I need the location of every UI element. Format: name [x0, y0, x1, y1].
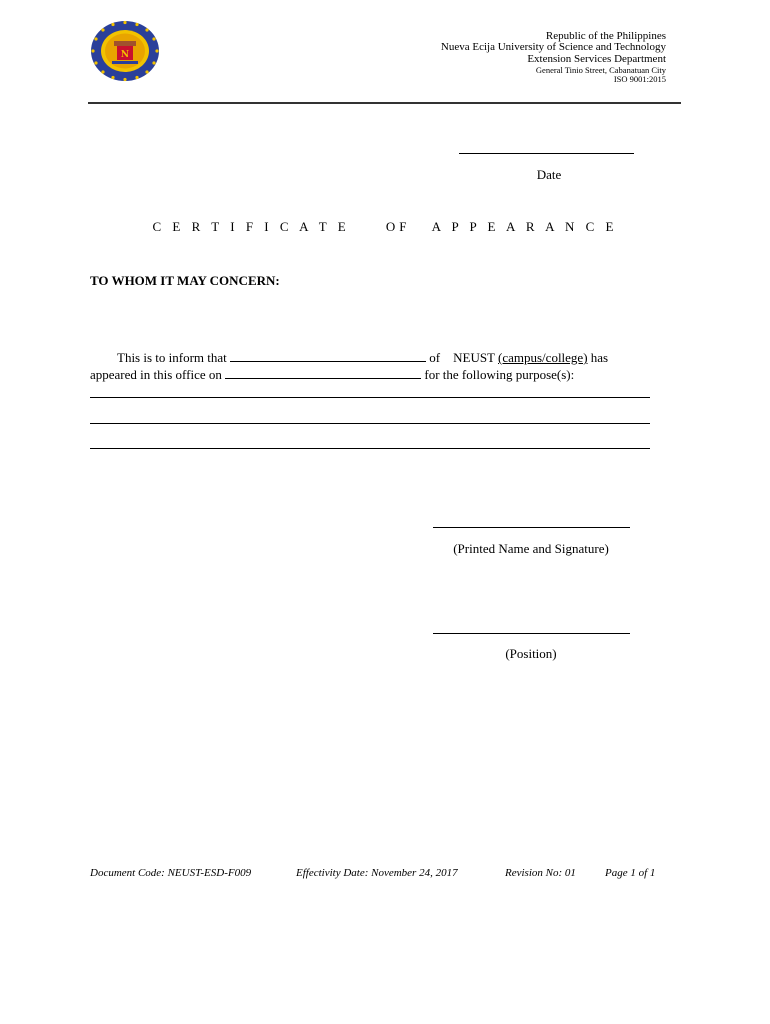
purpose-line-1[interactable] [90, 397, 650, 398]
appearance-date-field[interactable] [225, 367, 421, 379]
salutation: TO WHOM IT MAY CONCERN: [90, 273, 280, 288]
header-republic: Republic of the Philippines [545, 30, 666, 42]
header-iso: ISO 9001:2015 [613, 74, 666, 84]
body-line1-mid: of NEUST [429, 350, 495, 365]
footer-doc-code: Document Code: NEUST-ESD-F009 [90, 867, 252, 879]
position-label: (Position) [505, 646, 557, 661]
purpose-line-3[interactable] [90, 448, 650, 449]
body-line1-suffix: has [590, 350, 609, 365]
header-department: Extension Services Department [527, 53, 666, 65]
signature-field[interactable] [433, 527, 630, 528]
body-line2-suffix: for the following purpose(s): [424, 367, 575, 382]
date-label: Date [536, 167, 562, 182]
footer-effectivity: Effectivity Date: November 24, 2017 [296, 867, 458, 879]
body-line-2 [90, 367, 574, 383]
page-title: C E R T I F I C A T E OF A P P E A R A N C E [152, 219, 618, 234]
svg-text:N: N [120, 50, 130, 60]
body-line2-prefix: appeared in this office on [90, 367, 222, 382]
name-field[interactable] [230, 350, 426, 362]
body-line1-prefix: This is to inform that [117, 350, 227, 365]
signature-label: (Printed Name and Signature) [453, 541, 609, 556]
university-seal-icon [90, 20, 160, 82]
campus-college-text: (campus/college) [498, 350, 588, 365]
footer-page: Page 1 of 1 [605, 867, 656, 879]
date-field[interactable] [459, 153, 634, 154]
purpose-line-2[interactable] [90, 423, 650, 424]
body-line-1 [117, 350, 608, 366]
position-field[interactable] [433, 633, 630, 634]
footer-revision: Revision No: 01 [505, 867, 576, 879]
header-address: General Tinio Street, Cabanatuan City [535, 65, 666, 75]
header-divider [88, 102, 681, 104]
header-university: Nueva Ecija University of Science and Technology [440, 41, 666, 53]
